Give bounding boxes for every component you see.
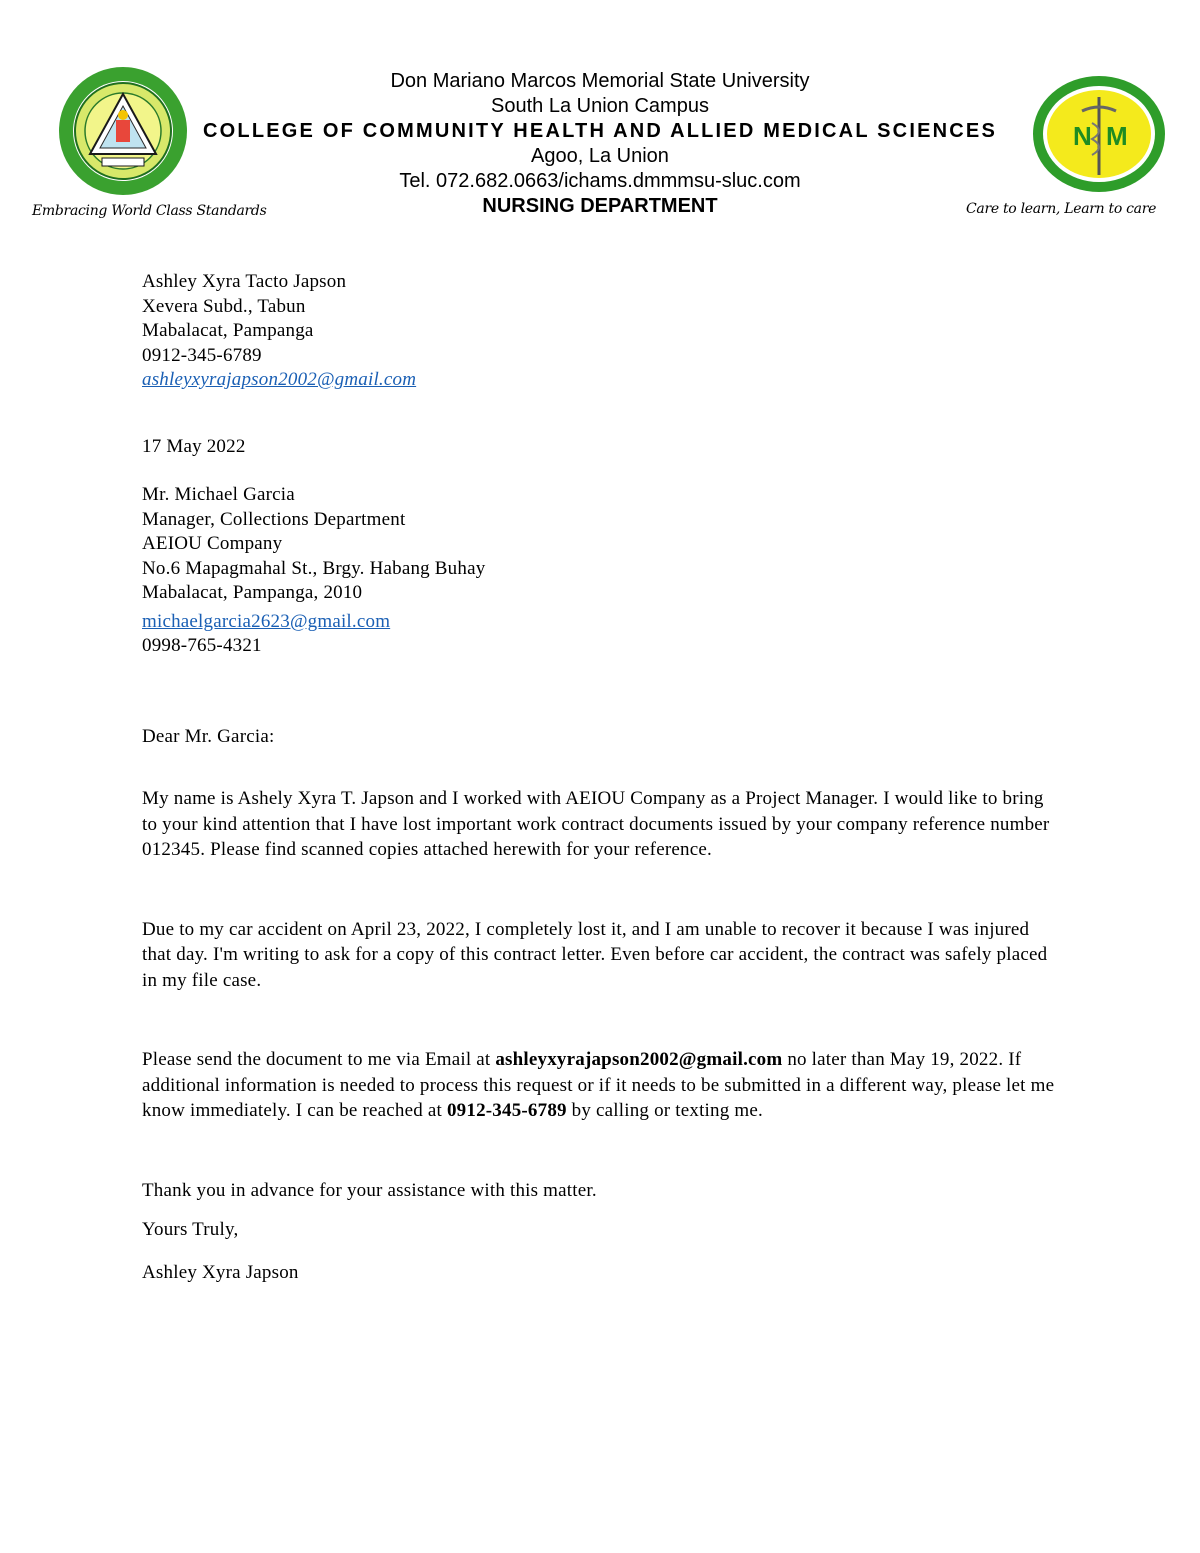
paragraph-3-text-b: no later than May 19, 2022. If additional information is needed to process this request or if it needs to be submitted in a different way, please let me know immediately. I can be reached at	[142, 1049, 1055, 1121]
salutation: Dear Mr. Garcia:	[142, 725, 275, 747]
recipient-block	[142, 483, 1062, 659]
body-paragraph-1: My name is Ashely Xyra T. Japson and I worked with AEIOU Company as a Project Manager. I would like to bring to your kind attention that I have lost important work contract documents issued by your company reference number 012345. Please find scanned copies attached herewith for your reference.	[142, 788, 1050, 860]
sender-address-line-2: Mabalacat, Pampanga	[142, 320, 314, 341]
paragraph-3-text-c: by calling or texting me.	[566, 1100, 763, 1121]
sender-email-link[interactable]: ashleyxyrajapson2002@gmail.com	[142, 369, 417, 390]
sender-name: Ashley Xyra Tacto Japson	[142, 271, 347, 292]
recipient-company: AEIOU Company	[142, 533, 283, 554]
college-contact: Tel. 072.682.0663/ichams.dmmmsu-sluc.com	[399, 170, 801, 192]
college-name: COLLEGE OF COMMUNITY HEALTH AND ALLIED MEDICAL SCIENCES	[203, 120, 997, 142]
svg-text:N: N	[1073, 121, 1092, 151]
college-location: Agoo, La Union	[531, 145, 669, 167]
university-motto: Embracing World Class Standards	[32, 203, 267, 219]
campus-name: South La Union Campus	[491, 95, 709, 117]
university-name: Don Mariano Marcos Memorial State University	[390, 70, 810, 92]
sender-block	[142, 270, 1062, 393]
signature-name: Ashley Xyra Japson	[142, 1261, 299, 1283]
body-paragraph-2: Due to my car accident on April 23, 2022, I completely lost it, and I am unable to recover it because I was injured that day. I'm writing to ask for a copy of this contract letter. Even before car accident, the contract was safely placed in my file case.	[142, 918, 1048, 991]
body-paragraph-3	[142, 1047, 1062, 1124]
paragraph-3-text-a: Please send the document to me via Email at	[142, 1049, 496, 1070]
recipient-name: Mr. Michael Garcia	[142, 484, 295, 505]
recipient-email-link[interactable]: michaelgarcia2623@gmail.com	[142, 610, 391, 632]
body-paragraph-4: Thank you in advance for your assistance with this matter.	[142, 1179, 597, 1201]
recipient-title: Manager, Collections Department	[142, 508, 406, 530]
recipient-phone: 0998-765-4321	[142, 635, 262, 656]
department-name: NURSING DEPARTMENT	[482, 195, 718, 217]
closing: Yours Truly,	[142, 1219, 239, 1240]
sender-address-line-1: Xevera Subd., Tabun	[142, 295, 306, 317]
svg-text:M: M	[1106, 121, 1128, 151]
letter-body	[142, 270, 1062, 1285]
recipient-address-line-2: Mabalacat, Pampanga, 2010	[142, 582, 363, 603]
paragraph-3-email: ashleyxyrajapson2002@gmail.com	[495, 1049, 783, 1070]
recipient-address-line-1: No.6 Mapagmahal St., Brgy. Habang Buhay	[142, 557, 486, 579]
paragraph-3-phone: 0912-345-6789	[446, 1100, 567, 1121]
department-motto: Care to learn, Learn to care	[966, 201, 1157, 217]
sender-phone: 0912-345-6789	[142, 344, 262, 366]
letter-date: 17 May 2022	[142, 435, 246, 457]
